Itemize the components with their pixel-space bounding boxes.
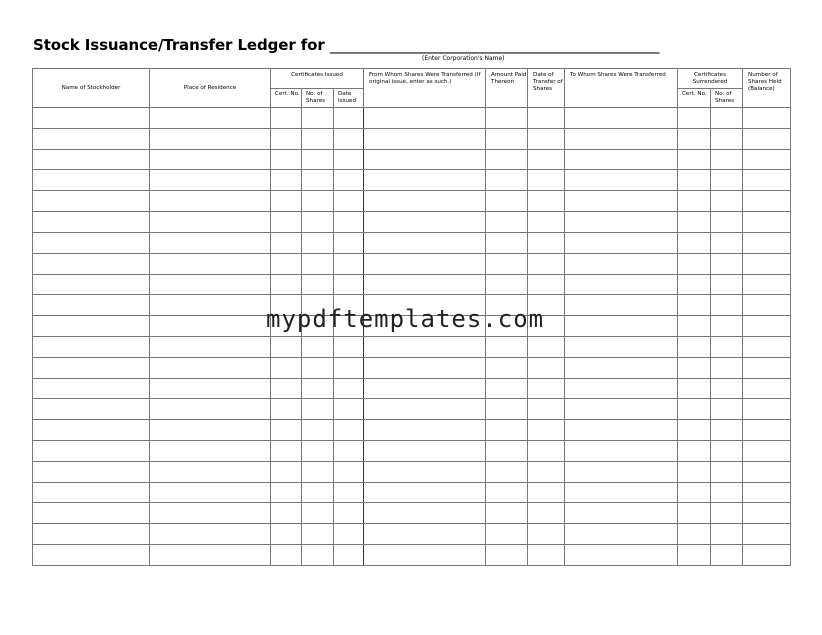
- cell-amount-paid[interactable]: [486, 399, 528, 420]
- cell-shares[interactable]: [302, 482, 334, 503]
- cell-surr-cert-no[interactable]: [678, 191, 711, 212]
- cell-from-whom[interactable]: [364, 232, 486, 253]
- header-date-issued: Date Issued: [334, 89, 364, 108]
- table-row: [33, 128, 791, 149]
- cell-cert-no[interactable]: [271, 482, 302, 503]
- cell-date-transfer[interactable]: [528, 336, 565, 357]
- cell-from-whom[interactable]: [364, 503, 486, 524]
- cell-surr-shares[interactable]: [711, 149, 743, 170]
- cell-shares[interactable]: [302, 232, 334, 253]
- cell-surr-cert-no[interactable]: [678, 212, 711, 233]
- table-row: [33, 253, 791, 274]
- cell-cert-no[interactable]: [271, 461, 302, 482]
- cell-residence[interactable]: [150, 128, 271, 149]
- cell-surr-cert-no[interactable]: [678, 316, 711, 337]
- table-row: [33, 441, 791, 462]
- cell-to-whom[interactable]: [565, 357, 678, 378]
- cell-residence[interactable]: [150, 232, 271, 253]
- cell-cert-no[interactable]: [271, 545, 302, 566]
- cell-surr-shares[interactable]: [711, 170, 743, 191]
- cell-surr-cert-no[interactable]: [678, 295, 711, 316]
- cell-residence[interactable]: [150, 336, 271, 357]
- cell-amount-paid[interactable]: [486, 461, 528, 482]
- cell-date-issued[interactable]: [334, 336, 364, 357]
- cell-stockholder[interactable]: [33, 295, 150, 316]
- cell-date-issued[interactable]: [334, 357, 364, 378]
- cell-from-whom[interactable]: [364, 212, 486, 233]
- cell-shares[interactable]: [302, 149, 334, 170]
- cell-date-issued[interactable]: [334, 170, 364, 191]
- cell-to-whom[interactable]: [565, 108, 678, 129]
- corporation-name-blank[interactable]: _______________________________________________: [329, 36, 659, 54]
- cell-to-whom[interactable]: [565, 191, 678, 212]
- cell-date-transfer[interactable]: [528, 399, 565, 420]
- cell-to-whom[interactable]: [565, 232, 678, 253]
- cell-from-whom[interactable]: [364, 191, 486, 212]
- cell-stockholder[interactable]: [33, 524, 150, 545]
- cell-residence[interactable]: [150, 503, 271, 524]
- table-row: [33, 545, 791, 566]
- cell-from-whom[interactable]: [364, 399, 486, 420]
- cell-to-whom[interactable]: [565, 461, 678, 482]
- cell-stockholder[interactable]: [33, 253, 150, 274]
- cell-surr-cert-no[interactable]: [678, 545, 711, 566]
- header-no-of-shares-surrendered: No. of Shares: [711, 89, 743, 108]
- cell-shares[interactable]: [302, 441, 334, 462]
- table-row: [33, 420, 791, 441]
- cell-date-issued[interactable]: [334, 128, 364, 149]
- cell-date-issued[interactable]: [334, 461, 364, 482]
- cell-date-transfer[interactable]: [528, 482, 565, 503]
- cell-to-whom[interactable]: [565, 399, 678, 420]
- cell-to-whom[interactable]: [565, 482, 678, 503]
- cell-date-transfer[interactable]: [528, 461, 565, 482]
- cell-date-issued[interactable]: [334, 191, 364, 212]
- cell-from-whom[interactable]: [364, 420, 486, 441]
- cell-stockholder[interactable]: [33, 316, 150, 337]
- cell-surr-cert-no[interactable]: [678, 336, 711, 357]
- cell-cert-no[interactable]: [271, 420, 302, 441]
- cell-balance[interactable]: [743, 274, 791, 295]
- cell-date-transfer[interactable]: [528, 357, 565, 378]
- cell-date-transfer[interactable]: [528, 524, 565, 545]
- table-row: [33, 461, 791, 482]
- cell-amount-paid[interactable]: [486, 191, 528, 212]
- cell-stockholder[interactable]: [33, 232, 150, 253]
- cell-amount-paid[interactable]: [486, 253, 528, 274]
- table-row: [33, 170, 791, 191]
- cell-cert-no[interactable]: [271, 503, 302, 524]
- cell-surr-cert-no[interactable]: [678, 253, 711, 274]
- cell-surr-cert-no[interactable]: [678, 461, 711, 482]
- cell-surr-shares[interactable]: [711, 378, 743, 399]
- cell-cert-no[interactable]: [271, 524, 302, 545]
- cell-shares[interactable]: [302, 170, 334, 191]
- cell-surr-shares[interactable]: [711, 316, 743, 337]
- cell-shares[interactable]: [302, 503, 334, 524]
- header-cert-no: Cert. No.: [271, 89, 302, 108]
- cell-cert-no[interactable]: [271, 378, 302, 399]
- table-row: [33, 274, 791, 295]
- cell-stockholder[interactable]: [33, 149, 150, 170]
- cell-date-issued[interactable]: [334, 378, 364, 399]
- cell-cert-no[interactable]: [271, 149, 302, 170]
- table-row: [33, 378, 791, 399]
- cell-balance[interactable]: [743, 524, 791, 545]
- cell-from-whom[interactable]: [364, 524, 486, 545]
- cell-stockholder[interactable]: [33, 191, 150, 212]
- cell-cert-no[interactable]: [271, 191, 302, 212]
- cell-amount-paid[interactable]: [486, 482, 528, 503]
- cell-residence[interactable]: [150, 253, 271, 274]
- cell-from-whom[interactable]: [364, 378, 486, 399]
- cell-surr-shares[interactable]: [711, 503, 743, 524]
- cell-stockholder[interactable]: [33, 545, 150, 566]
- cell-balance[interactable]: [743, 482, 791, 503]
- header-certificates-issued: Certificates Issued: [271, 69, 364, 89]
- cell-cert-no[interactable]: [271, 274, 302, 295]
- cell-surr-cert-no[interactable]: [678, 149, 711, 170]
- cell-date-issued[interactable]: [334, 524, 364, 545]
- cell-amount-paid[interactable]: [486, 128, 528, 149]
- table-row: [33, 149, 791, 170]
- cell-date-transfer[interactable]: [528, 149, 565, 170]
- cell-surr-cert-no[interactable]: [678, 108, 711, 129]
- cell-date-issued[interactable]: [334, 441, 364, 462]
- cell-stockholder[interactable]: [33, 420, 150, 441]
- title-text: Stock Issuance/Transfer Ledger for: [33, 36, 325, 54]
- cell-shares[interactable]: [302, 253, 334, 274]
- cell-date-transfer[interactable]: [528, 503, 565, 524]
- cell-to-whom[interactable]: [565, 503, 678, 524]
- cell-cert-no[interactable]: [271, 108, 302, 129]
- cell-cert-no[interactable]: [271, 170, 302, 191]
- cell-date-issued[interactable]: [334, 212, 364, 233]
- cell-stockholder[interactable]: [33, 399, 150, 420]
- cell-cert-no[interactable]: [271, 441, 302, 462]
- cell-surr-shares[interactable]: [711, 545, 743, 566]
- cell-from-whom[interactable]: [364, 274, 486, 295]
- cell-amount-paid[interactable]: [486, 378, 528, 399]
- cell-balance[interactable]: [743, 441, 791, 462]
- cell-balance[interactable]: [743, 149, 791, 170]
- cell-date-transfer[interactable]: [528, 212, 565, 233]
- cell-surr-shares[interactable]: [711, 232, 743, 253]
- cell-amount-paid[interactable]: [486, 108, 528, 129]
- cell-from-whom[interactable]: [364, 253, 486, 274]
- cell-surr-shares[interactable]: [711, 108, 743, 129]
- cell-shares[interactable]: [302, 191, 334, 212]
- corporation-name-hint: (Enter Corporation's Name): [422, 55, 505, 62]
- cell-date-issued[interactable]: [334, 149, 364, 170]
- table-row: [33, 357, 791, 378]
- cell-from-whom[interactable]: [364, 336, 486, 357]
- table-row: [33, 503, 791, 524]
- cell-stockholder[interactable]: [33, 461, 150, 482]
- cell-date-transfer[interactable]: [528, 170, 565, 191]
- cell-surr-cert-no[interactable]: [678, 357, 711, 378]
- cell-balance[interactable]: [743, 378, 791, 399]
- cell-from-whom[interactable]: [364, 545, 486, 566]
- cell-surr-cert-no[interactable]: [678, 482, 711, 503]
- table-row: [33, 232, 791, 253]
- cell-date-issued[interactable]: [334, 420, 364, 441]
- cell-date-transfer[interactable]: [528, 232, 565, 253]
- header-from-whom: From Whom Shares Were Transferred (If original issue, enter as such.): [364, 69, 486, 108]
- table-row: [33, 212, 791, 233]
- cell-residence[interactable]: [150, 274, 271, 295]
- cell-date-transfer[interactable]: [528, 441, 565, 462]
- cell-stockholder[interactable]: [33, 274, 150, 295]
- cell-residence[interactable]: [150, 441, 271, 462]
- cell-to-whom[interactable]: [565, 378, 678, 399]
- cell-date-transfer[interactable]: [528, 191, 565, 212]
- cell-to-whom[interactable]: [565, 420, 678, 441]
- cell-amount-paid[interactable]: [486, 170, 528, 191]
- cell-shares[interactable]: [302, 274, 334, 295]
- cell-shares[interactable]: [302, 357, 334, 378]
- header-no-of-shares: No. of Shares: [302, 89, 334, 108]
- cell-to-whom[interactable]: [565, 212, 678, 233]
- header-place-of-residence: Place of Residence: [150, 69, 271, 108]
- cell-surr-shares[interactable]: [711, 441, 743, 462]
- cell-date-issued[interactable]: [334, 274, 364, 295]
- cell-to-whom[interactable]: [565, 316, 678, 337]
- cell-date-issued[interactable]: [334, 482, 364, 503]
- cell-date-issued[interactable]: [334, 253, 364, 274]
- cell-amount-paid[interactable]: [486, 545, 528, 566]
- cell-balance[interactable]: [743, 316, 791, 337]
- cell-surr-cert-no[interactable]: [678, 274, 711, 295]
- cell-balance[interactable]: [743, 399, 791, 420]
- cell-date-issued[interactable]: [334, 545, 364, 566]
- cell-amount-paid[interactable]: [486, 441, 528, 462]
- cell-surr-shares[interactable]: [711, 295, 743, 316]
- cell-date-issued[interactable]: [334, 399, 364, 420]
- cell-balance[interactable]: [743, 128, 791, 149]
- cell-to-whom[interactable]: [565, 274, 678, 295]
- cell-stockholder[interactable]: [33, 108, 150, 129]
- cell-stockholder[interactable]: [33, 336, 150, 357]
- cell-residence[interactable]: [150, 108, 271, 129]
- cell-residence[interactable]: [150, 316, 271, 337]
- cell-shares[interactable]: [302, 399, 334, 420]
- cell-surr-cert-no[interactable]: [678, 503, 711, 524]
- cell-shares[interactable]: [302, 461, 334, 482]
- cell-from-whom[interactable]: [364, 128, 486, 149]
- cell-amount-paid[interactable]: [486, 274, 528, 295]
- table-row: [33, 399, 791, 420]
- cell-residence[interactable]: [150, 545, 271, 566]
- cell-stockholder[interactable]: [33, 378, 150, 399]
- cell-amount-paid[interactable]: [486, 149, 528, 170]
- cell-surr-cert-no[interactable]: [678, 399, 711, 420]
- cell-date-transfer[interactable]: [528, 378, 565, 399]
- cell-surr-shares[interactable]: [711, 461, 743, 482]
- cell-stockholder[interactable]: [33, 212, 150, 233]
- cell-amount-paid[interactable]: [486, 336, 528, 357]
- cell-stockholder[interactable]: [33, 357, 150, 378]
- cell-date-issued[interactable]: [334, 232, 364, 253]
- header-cert-no-surrendered: Cert. No.: [678, 89, 711, 108]
- ledger-body: [33, 108, 791, 566]
- table-row: [33, 336, 791, 357]
- header-certificates-surrendered: Certificates Surrendered: [678, 69, 743, 89]
- cell-surr-cert-no[interactable]: [678, 378, 711, 399]
- page-title: [33, 36, 659, 54]
- cell-residence[interactable]: [150, 378, 271, 399]
- cell-shares[interactable]: [302, 524, 334, 545]
- cell-date-issued[interactable]: [334, 108, 364, 129]
- cell-to-whom[interactable]: [565, 128, 678, 149]
- cell-surr-shares[interactable]: [711, 274, 743, 295]
- cell-date-transfer[interactable]: [528, 108, 565, 129]
- cell-date-transfer[interactable]: [528, 253, 565, 274]
- cell-from-whom[interactable]: [364, 357, 486, 378]
- cell-stockholder[interactable]: [33, 441, 150, 462]
- cell-balance[interactable]: [743, 253, 791, 274]
- watermark: mypdftemplates.com: [266, 305, 545, 333]
- cell-shares[interactable]: [302, 108, 334, 129]
- cell-balance[interactable]: [743, 420, 791, 441]
- table-row: [33, 524, 791, 545]
- cell-amount-paid[interactable]: [486, 503, 528, 524]
- cell-balance[interactable]: [743, 461, 791, 482]
- cell-residence[interactable]: [150, 482, 271, 503]
- cell-balance[interactable]: [743, 336, 791, 357]
- cell-to-whom[interactable]: [565, 149, 678, 170]
- cell-amount-paid[interactable]: [486, 212, 528, 233]
- cell-surr-shares[interactable]: [711, 357, 743, 378]
- cell-surr-shares[interactable]: [711, 482, 743, 503]
- cell-residence[interactable]: [150, 212, 271, 233]
- table-row: [33, 482, 791, 503]
- cell-surr-shares[interactable]: [711, 420, 743, 441]
- cell-balance[interactable]: [743, 232, 791, 253]
- cell-shares[interactable]: [302, 378, 334, 399]
- cell-amount-paid[interactable]: [486, 357, 528, 378]
- header-name-of-stockholder: Name of Stockholder: [33, 69, 150, 108]
- cell-surr-shares[interactable]: [711, 128, 743, 149]
- cell-shares[interactable]: [302, 420, 334, 441]
- cell-residence[interactable]: [150, 461, 271, 482]
- cell-surr-shares[interactable]: [711, 253, 743, 274]
- cell-residence[interactable]: [150, 357, 271, 378]
- cell-balance[interactable]: [743, 357, 791, 378]
- cell-shares[interactable]: [302, 128, 334, 149]
- cell-surr-shares[interactable]: [711, 336, 743, 357]
- cell-amount-paid[interactable]: [486, 232, 528, 253]
- cell-stockholder[interactable]: [33, 128, 150, 149]
- cell-shares[interactable]: [302, 212, 334, 233]
- cell-shares[interactable]: [302, 545, 334, 566]
- cell-cert-no[interactable]: [271, 399, 302, 420]
- cell-date-transfer[interactable]: [528, 420, 565, 441]
- cell-balance[interactable]: [743, 295, 791, 316]
- cell-cert-no[interactable]: [271, 128, 302, 149]
- cell-from-whom[interactable]: [364, 149, 486, 170]
- cell-surr-shares[interactable]: [711, 399, 743, 420]
- cell-residence[interactable]: [150, 295, 271, 316]
- cell-shares[interactable]: [302, 336, 334, 357]
- cell-cert-no[interactable]: [271, 253, 302, 274]
- cell-cert-no[interactable]: [271, 232, 302, 253]
- cell-residence[interactable]: [150, 149, 271, 170]
- cell-to-whom[interactable]: [565, 441, 678, 462]
- cell-surr-shares[interactable]: [711, 524, 743, 545]
- cell-date-transfer[interactable]: [528, 128, 565, 149]
- cell-to-whom[interactable]: [565, 545, 678, 566]
- table-row: [33, 108, 791, 129]
- header-amount-paid: Amount Paid Thereon: [486, 69, 528, 108]
- cell-residence[interactable]: [150, 399, 271, 420]
- cell-date-issued[interactable]: [334, 503, 364, 524]
- cell-surr-cert-no[interactable]: [678, 232, 711, 253]
- cell-date-transfer[interactable]: [528, 545, 565, 566]
- cell-surr-cert-no[interactable]: [678, 524, 711, 545]
- cell-balance[interactable]: [743, 191, 791, 212]
- cell-balance[interactable]: [743, 108, 791, 129]
- header-to-whom: To Whom Shares Were Transferred: [565, 69, 678, 108]
- cell-from-whom[interactable]: [364, 482, 486, 503]
- cell-from-whom[interactable]: [364, 170, 486, 191]
- cell-stockholder[interactable]: [33, 170, 150, 191]
- cell-to-whom[interactable]: [565, 253, 678, 274]
- cell-amount-paid[interactable]: [486, 420, 528, 441]
- cell-from-whom[interactable]: [364, 441, 486, 462]
- cell-cert-no[interactable]: [271, 336, 302, 357]
- cell-balance[interactable]: [743, 545, 791, 566]
- cell-cert-no[interactable]: [271, 212, 302, 233]
- cell-surr-cert-no[interactable]: [678, 170, 711, 191]
- cell-residence[interactable]: [150, 524, 271, 545]
- cell-from-whom[interactable]: [364, 108, 486, 129]
- cell-to-whom[interactable]: [565, 170, 678, 191]
- cell-surr-cert-no[interactable]: [678, 441, 711, 462]
- header-date-of-transfer: Date of Transfer of Shares: [528, 69, 565, 108]
- cell-surr-shares[interactable]: [711, 191, 743, 212]
- cell-stockholder[interactable]: [33, 482, 150, 503]
- cell-from-whom[interactable]: [364, 461, 486, 482]
- cell-balance[interactable]: [743, 503, 791, 524]
- cell-residence[interactable]: [150, 420, 271, 441]
- cell-stockholder[interactable]: [33, 503, 150, 524]
- cell-cert-no[interactable]: [271, 357, 302, 378]
- cell-balance[interactable]: [743, 170, 791, 191]
- cell-to-whom[interactable]: [565, 524, 678, 545]
- cell-surr-cert-no[interactable]: [678, 420, 711, 441]
- header-number-of-shares-held: Number of Shares Held (Balance): [743, 69, 791, 108]
- cell-to-whom[interactable]: [565, 295, 678, 316]
- cell-amount-paid[interactable]: [486, 524, 528, 545]
- table-row: [33, 191, 791, 212]
- cell-date-transfer[interactable]: [528, 274, 565, 295]
- cell-surr-shares[interactable]: [711, 212, 743, 233]
- cell-surr-cert-no[interactable]: [678, 128, 711, 149]
- cell-residence[interactable]: [150, 170, 271, 191]
- cell-residence[interactable]: [150, 191, 271, 212]
- cell-to-whom[interactable]: [565, 336, 678, 357]
- cell-balance[interactable]: [743, 212, 791, 233]
